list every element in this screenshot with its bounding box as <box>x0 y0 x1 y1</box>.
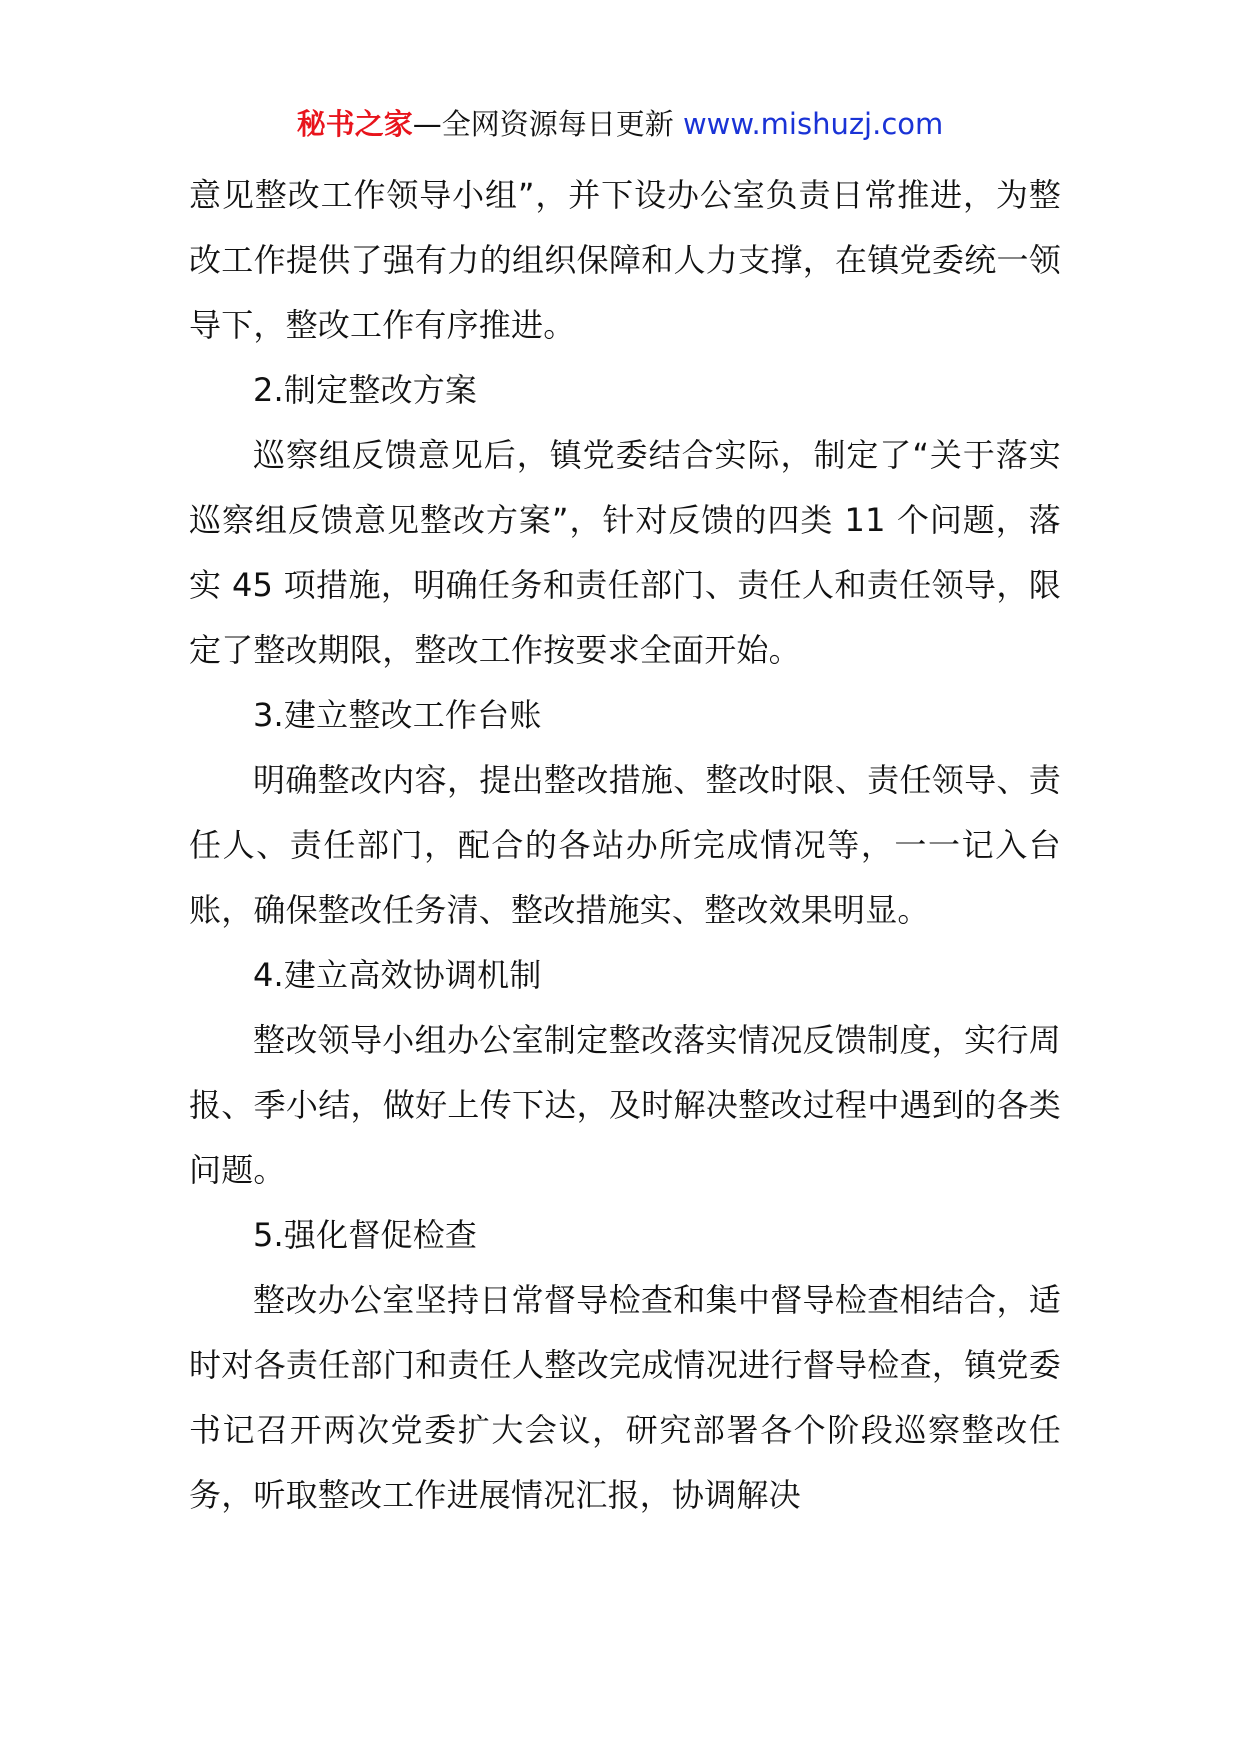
paragraph-section-4: 整改领导小组办公室制定整改落实情况反馈制度，实行周报、季小结，做好上传下达，及时解决整改过程中遇到的各类问题。 <box>189 1021 1061 1189</box>
site-header <box>0 102 1240 146</box>
section-heading-5: 5.强化督促检查 <box>253 1216 478 1254</box>
paragraph-section-2: 巡察组反馈意见后，镇党委结合实际，制定了“关于落实巡察组反馈意见整改方案”，针对反馈的四类 11 个问题，落实 45 项措施，明确任务和责任部门、责任人和责任领导，限定了整改期限，整改工作按要求全面开始。 <box>189 436 1061 669</box>
section-heading-3: 3.建立整改工作台账 <box>253 696 542 734</box>
section-heading-2: 2.制定整改方案 <box>253 371 478 409</box>
paragraph-section-5: 整改办公室坚持日常督导检查和集中督导检查相结合，适时对各责任部门和责任人整改完成情况进行督导检查，镇党委书记召开两次党委扩大会议，研究部署各个阶段巡察整改任务，听取整改工作进展情况汇报，协调解决 <box>189 1281 1061 1514</box>
site-tagline: —全网资源每日更新 <box>412 107 683 141</box>
site-brand: 秘书之家 <box>296 107 413 141</box>
site-url-link[interactable]: www.mishuzj.com <box>682 107 944 141</box>
document-body <box>189 163 1061 1528</box>
paragraph-continued: 意见整改工作领导小组”，并下设办公室负责日常推进，为整改工作提供了强有力的组织保障和人力支撑，在镇党委统一领导下，整改工作有序推进。 <box>189 176 1061 344</box>
section-heading-4: 4.建立高效协调机制 <box>253 956 542 994</box>
paragraph-section-3: 明确整改内容，提出整改措施、整改时限、责任领导、责任人、责任部门，配合的各站办所完成情况等，一一记入台账，确保整改任务清、整改措施实、整改效果明显。 <box>189 761 1061 929</box>
